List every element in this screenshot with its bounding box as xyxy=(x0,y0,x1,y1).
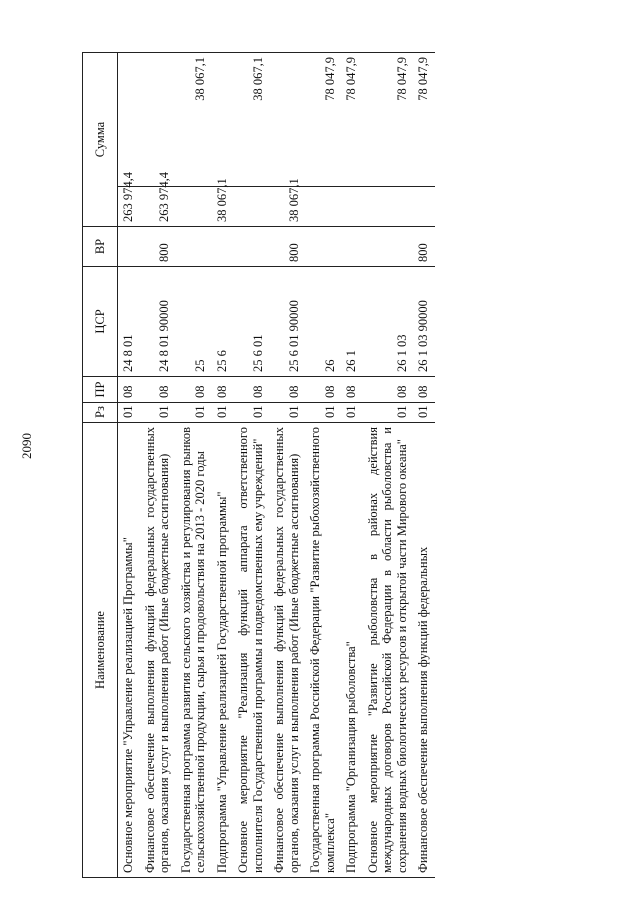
row-pr: 08 xyxy=(176,377,212,403)
table-row xyxy=(118,53,140,878)
row-vr xyxy=(363,227,414,267)
row-csr: 26 1 xyxy=(341,267,363,377)
header-csr: ЦСР xyxy=(83,267,118,377)
row-name: Государственная программа Российской Федерации "Развитие рыбохозяйственного комплекса" xyxy=(305,423,341,878)
row-csr: 25 6 01 90000 xyxy=(269,267,305,377)
row-vr xyxy=(305,227,341,267)
table-row xyxy=(140,53,176,878)
row-sum-spacer xyxy=(212,53,234,187)
row-sum-spacer xyxy=(233,187,269,227)
table-row xyxy=(269,53,305,878)
row-vr xyxy=(212,227,234,267)
row-sum: 78 047,9 xyxy=(305,53,341,187)
table-row xyxy=(212,53,234,878)
row-name: Государственная программа развития сельского хозяйства и регулирования рынков сельскохозяйственной продукции, сырья и продовольствия на 2013 - 2020 годы xyxy=(176,423,212,878)
row-sum: 78 047,9 xyxy=(363,53,414,187)
row-sum-spacer xyxy=(118,53,140,187)
row-vr xyxy=(233,227,269,267)
row-csr: 25 xyxy=(176,267,212,377)
row-name: Финансовое обеспечение выполнения функций федеральных xyxy=(413,423,435,878)
row-rz: 01 xyxy=(269,403,305,423)
table-header-row xyxy=(83,53,118,878)
table-row xyxy=(413,53,435,878)
row-sum: 38 067,1 xyxy=(212,187,234,227)
row-pr: 08 xyxy=(118,377,140,403)
row-pr: 08 xyxy=(212,377,234,403)
row-name: Основное мероприятие "Развитие рыболовства в районах действия международных договоров Российской Федерации в области рыболовства и сохранения водных биологических ресурсов и открытой части Мирового океана" xyxy=(363,423,414,878)
row-csr: 26 1 03 xyxy=(363,267,414,377)
row-vr: 800 xyxy=(140,227,176,267)
budget-table xyxy=(82,52,435,878)
row-csr: 26 xyxy=(305,267,341,377)
row-rz: 01 xyxy=(140,403,176,423)
header-pr: ПР xyxy=(83,377,118,403)
row-pr: 08 xyxy=(269,377,305,403)
row-sum: 263 974,4 xyxy=(118,187,140,227)
table-row xyxy=(305,53,341,878)
row-csr: 24 8 01 90000 xyxy=(140,267,176,377)
row-pr: 08 xyxy=(305,377,341,403)
row-rz: 01 xyxy=(212,403,234,423)
row-sum-spacer xyxy=(176,187,212,227)
row-rz: 01 xyxy=(413,403,435,423)
row-pr: 08 xyxy=(413,377,435,403)
table-row xyxy=(233,53,269,878)
row-rz: 01 xyxy=(118,403,140,423)
row-vr xyxy=(176,227,212,267)
row-sum: 38 067,1 xyxy=(233,53,269,187)
row-sum: 78 047,9 xyxy=(341,53,363,187)
row-vr xyxy=(341,227,363,267)
row-sum-spacer xyxy=(413,187,435,227)
row-csr: 24 8 01 xyxy=(118,267,140,377)
row-sum-spacer xyxy=(269,53,305,187)
rotated-page-content xyxy=(82,53,607,878)
header-rz: Рз xyxy=(83,403,118,423)
header-sum: Сумма xyxy=(83,53,118,227)
page-number: 2090 xyxy=(19,433,34,459)
row-pr: 08 xyxy=(341,377,363,403)
row-rz: 01 xyxy=(341,403,363,423)
row-pr: 08 xyxy=(140,377,176,403)
row-sum: 38 067,1 xyxy=(176,53,212,187)
header-name: Наименование xyxy=(83,423,118,878)
row-sum: 78 047,9 xyxy=(413,53,435,187)
header-vr: ВР xyxy=(83,227,118,267)
row-sum: 263 974,4 xyxy=(140,187,176,227)
row-pr: 08 xyxy=(363,377,414,403)
row-name: Подпрограмма "Организация рыболовства" xyxy=(341,423,363,878)
row-rz: 01 xyxy=(233,403,269,423)
row-sum-spacer xyxy=(305,187,341,227)
row-name: Основное мероприятие "Управление реализацией Программы" xyxy=(118,423,140,878)
row-csr: 25 6 01 xyxy=(233,267,269,377)
row-name: Финансовое обеспечение выполнения функций федеральных государственных органов, оказания услуг и выполнения работ (Иные бюджетные ассигнования) xyxy=(269,423,305,878)
row-rz: 01 xyxy=(176,403,212,423)
row-vr xyxy=(118,227,140,267)
row-pr: 08 xyxy=(233,377,269,403)
row-csr: 25 6 xyxy=(212,267,234,377)
row-rz: 01 xyxy=(363,403,414,423)
table-row xyxy=(363,53,414,878)
row-vr: 800 xyxy=(269,227,305,267)
row-name: Основное мероприятие "Реализация функций аппарата ответственного исполнителя Государственной программы и подведомственных ему учреждений" xyxy=(233,423,269,878)
row-sum: 38 067,1 xyxy=(269,187,305,227)
row-sum-spacer xyxy=(140,53,176,187)
row-csr: 26 1 03 90000 xyxy=(413,267,435,377)
row-name: Финансовое обеспечение выполнения функций федеральных государственных органов, оказания услуг и выполнения работ (Иные бюджетные ассигнования) xyxy=(140,423,176,878)
row-rz: 01 xyxy=(305,403,341,423)
row-vr: 800 xyxy=(413,227,435,267)
row-sum-spacer xyxy=(363,187,414,227)
row-name: Подпрограмма "Управление реализацией Государственной программы" xyxy=(212,423,234,878)
table-row xyxy=(176,53,212,878)
table-row xyxy=(341,53,363,878)
row-sum-spacer xyxy=(341,187,363,227)
